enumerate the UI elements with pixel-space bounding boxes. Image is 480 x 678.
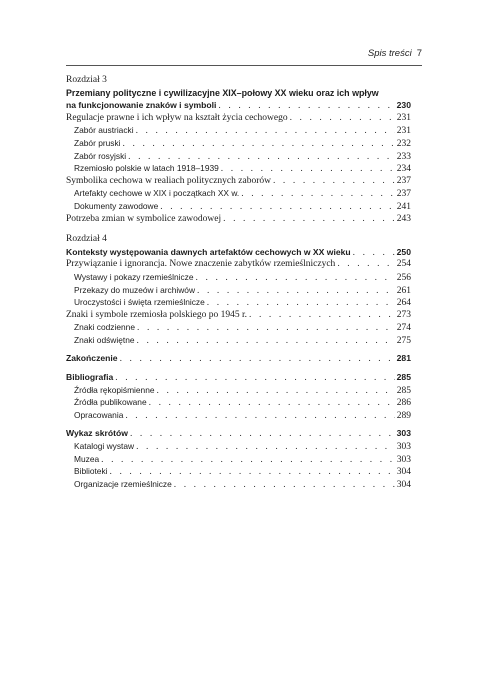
dot-leader	[123, 410, 395, 423]
toc-subentry[interactable]	[66, 296, 411, 309]
toc-entry[interactable]	[66, 258, 411, 271]
toc-entry-page: 231	[396, 112, 411, 123]
dot-leader	[155, 385, 395, 398]
toc-entry-text: Zabór pruski	[74, 137, 121, 148]
dot-leader	[147, 397, 395, 410]
toc-entry-text: Konteksty występowania dawnych artefaktów cechowych w XX wieku	[66, 246, 351, 257]
toc-subentry[interactable]	[66, 200, 411, 213]
toc-subentry[interactable]	[66, 334, 411, 347]
toc-entry-page: 256	[396, 272, 411, 283]
toc-entry-text: Zabór rosyjski	[74, 150, 127, 161]
toc-entry-text: Dokumenty zawodowe	[74, 200, 159, 211]
toc-entry-text: Wykaz skrótów	[66, 428, 128, 439]
toc-entry-text: Regulacje prawne i ich wpływ na kształt życia cechowego	[66, 112, 288, 123]
toc-entry-page: 285	[396, 372, 411, 383]
toc-entry-page: 241	[396, 201, 411, 212]
toc-subentry[interactable]	[66, 187, 411, 200]
toc-entry-page: 304	[396, 479, 411, 490]
toc-entry-page: 275	[396, 335, 411, 346]
toc-entry-bibliografia[interactable]	[66, 371, 411, 384]
toc-entry-text: Opracowania	[74, 409, 124, 420]
dot-leader	[135, 335, 395, 348]
toc-entry-page: 303	[396, 454, 411, 465]
toc-entry-text: Bibliografia	[66, 372, 114, 383]
toc-entry-text: Przekazy do muzeów i archiwów	[74, 284, 196, 295]
toc-subentry[interactable]	[66, 384, 411, 397]
toc-entry-wykaz-skrotow[interactable]	[66, 427, 411, 440]
toc-entry-page: 254	[396, 259, 411, 270]
dot-leader	[194, 272, 395, 285]
toc-entry-page: 264	[396, 298, 411, 309]
chapter-3-title-line1: Przemiany polityczne i cywilizacyjne XIX–połowy XX wieku oraz ich wpływ	[66, 87, 379, 98]
toc-entry-page: 303	[396, 428, 411, 439]
dot-leader	[221, 213, 395, 226]
toc-entry-page: 286	[396, 398, 411, 409]
toc-entry-chapter-4-title[interactable]	[66, 246, 411, 259]
dot-leader	[271, 175, 395, 188]
dot-leader	[121, 138, 395, 151]
toc-entry-text: Źródła rękopiśmienne	[74, 384, 155, 395]
toc-entry-text: Uroczystości i święta rzemieślnicze	[74, 297, 205, 308]
toc-entry-text: Znaki odświętne	[74, 334, 135, 345]
toc-entry-page: 285	[396, 385, 411, 396]
toc-entry-page: 303	[396, 442, 411, 453]
dot-leader	[99, 454, 395, 467]
chapter-4-label: Rozdział 4	[66, 234, 107, 245]
dot-leader	[239, 188, 395, 201]
dot-leader	[195, 285, 395, 298]
toc-entry-page: 304	[396, 467, 411, 478]
toc-entry-text: Muzea	[74, 453, 100, 464]
table-of-contents	[66, 74, 411, 490]
toc-entry-text: Symbolika cechowa w realiach politycznych zaborów	[66, 175, 271, 186]
toc-subentry[interactable]	[66, 396, 411, 409]
toc-entry-zakonczenie[interactable]	[66, 352, 411, 365]
toc-entry-page: 250	[396, 246, 411, 257]
toc-entry[interactable]	[66, 112, 411, 125]
toc-entry-text: Znaki i symbole rzemiosła polskiego po 1945 r.	[66, 309, 248, 320]
toc-subentry[interactable]	[66, 284, 411, 297]
dot-leader	[288, 112, 395, 125]
toc-entry-text: Zakończenie	[66, 353, 118, 364]
dot-leader	[113, 372, 395, 385]
toc-entry-page: 274	[396, 323, 411, 334]
toc-subentry[interactable]	[66, 162, 411, 175]
toc-entry-text: Organizacje rzemieślnicze	[74, 478, 172, 489]
toc-subentry[interactable]	[66, 465, 411, 478]
toc-entry-text: Rzemiosło polskie w latach 1918–1939	[74, 163, 219, 174]
toc-entry-text: Zabór austriacki	[74, 125, 134, 136]
toc-entry-page: 233	[396, 151, 411, 162]
dot-leader	[135, 322, 395, 335]
dot-leader	[335, 258, 395, 271]
toc-entry-page: 232	[396, 138, 411, 149]
toc-entry[interactable]	[66, 213, 411, 226]
toc-entry-text: Katalogi wystaw	[74, 441, 135, 452]
toc-entry-page: 237	[396, 175, 411, 186]
toc-subentry[interactable]	[66, 440, 411, 453]
toc-entry-page: 243	[396, 213, 411, 224]
toc-entry-text: Źródła publikowane	[74, 397, 147, 408]
running-header-title: Spis treści	[367, 48, 412, 59]
toc-entry-page: 273	[396, 309, 411, 320]
toc-entry-page: 234	[396, 164, 411, 175]
toc-entry-page: 230	[396, 100, 411, 111]
toc-entry-text: Przywiązanie i ignorancja. Nowe znaczenie zabytków rzemieślniczych	[66, 259, 336, 270]
toc-entry-page: 289	[396, 410, 411, 421]
toc-subentry[interactable]	[66, 453, 411, 466]
toc-subentry[interactable]	[66, 271, 411, 284]
toc-entry-page: 231	[396, 126, 411, 137]
dot-leader	[118, 353, 395, 366]
toc-entry-chapter-3-title[interactable]	[66, 99, 411, 112]
dot-leader	[134, 441, 395, 454]
chapter-3-label: Rozdział 3	[66, 75, 107, 85]
toc-subentry[interactable]	[66, 478, 411, 491]
toc-subentry[interactable]	[66, 150, 411, 163]
header-rule	[66, 65, 422, 66]
toc-entry-page: 237	[396, 189, 411, 200]
toc-entry-text: na funkcjonowanie znaków i symboli	[66, 100, 217, 111]
toc-entry[interactable]	[66, 175, 411, 188]
dot-leader	[134, 125, 395, 138]
dot-leader	[172, 479, 395, 492]
toc-entry-text: Wystawy i pokazy rzemieślnicze	[74, 271, 194, 282]
toc-entry-text: Potrzeba zmian w symbolice zawodowej	[66, 213, 222, 224]
toc-subentry[interactable]	[66, 137, 411, 150]
toc-subentry[interactable]	[66, 321, 411, 334]
toc-entry-text: Biblioteki	[74, 466, 108, 477]
dot-leader	[128, 428, 395, 441]
toc-entry-text: Artefakty cechowe w XIX i początkach XX w.	[74, 188, 240, 199]
dot-leader	[247, 309, 395, 322]
toc-entry[interactable]	[66, 309, 411, 322]
toc-subentry[interactable]	[66, 409, 411, 422]
toc-entry-text: Znaki codzienne	[74, 322, 135, 333]
toc-subentry[interactable]	[66, 124, 411, 137]
page-number: 7	[416, 48, 422, 59]
toc-entry-page: 281	[396, 353, 411, 364]
spacer	[66, 225, 411, 233]
running-header	[368, 48, 422, 59]
toc-entry-page: 261	[396, 285, 411, 296]
